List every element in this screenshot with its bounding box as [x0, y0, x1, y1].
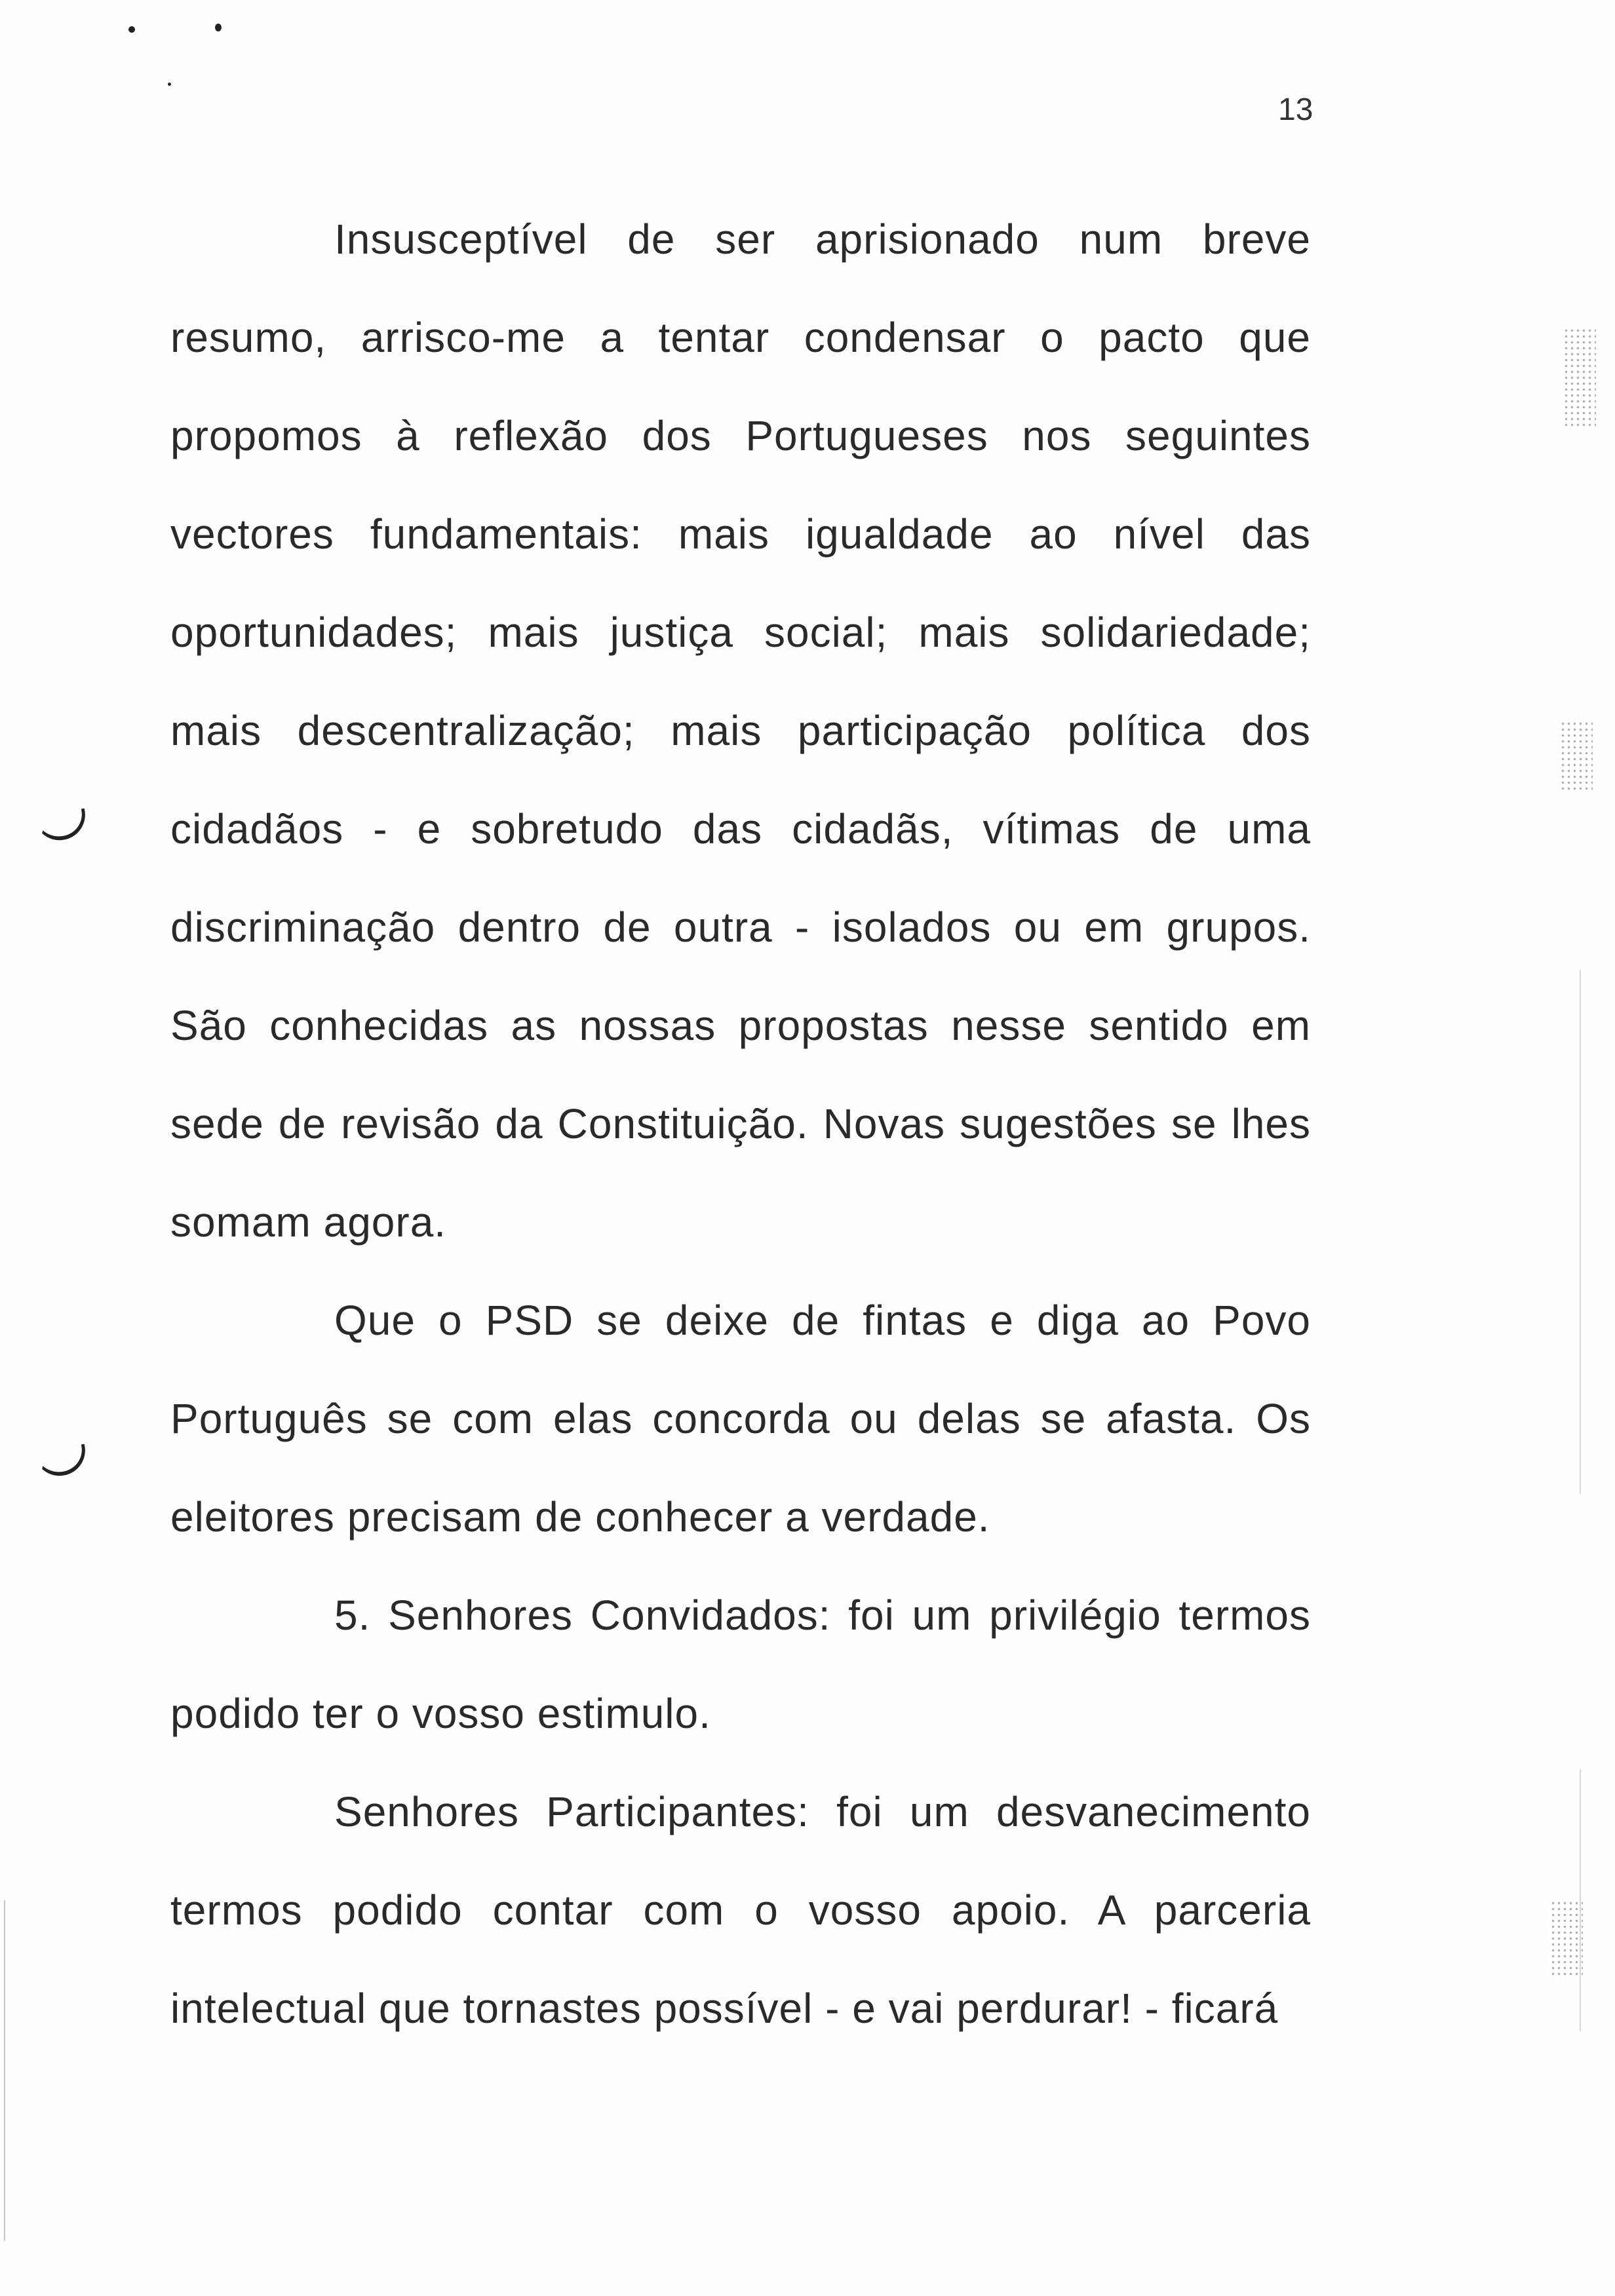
paragraph: Que o PSD se deixe de fintas e diga ao Povo Português se com elas concorda ou delas se afasta. Os eleitores precisam de conhecer a verdade.: [170, 1297, 1311, 1540]
paragraph: Senhores Participantes: foi um desvanecimento termos podido contar com o vosso apoio. A parceria intelectual que tornastes possível - e vai perdurar! - ficará: [170, 1788, 1311, 2032]
check-mark-icon: [34, 1444, 89, 1480]
paragraph: Insusceptível de ser aprisionado num breve resumo, arrisco-me a tentar condensar o pacto que propomos à reflexão dos Portugueses nos seguintes vectores fundamentais: mais igualdade ao nível das oportunidades; mais justiça social; mais solidariedade; mais descentralização; mais participação política dos cidadãos - e sobretudo das cidadãs, vítimas de uma discriminação dentro de outra - isolados ou em grupos. São conhecidas as nossas propostas nesse sentido em sede de revisão da Constituição. Novas sugestões se lhes somam agora.: [170, 216, 1311, 1246]
scan-noise: [1563, 328, 1596, 426]
page-number: 13: [1278, 92, 1313, 127]
scan-edge: [1580, 970, 1581, 1494]
scan-speck: [128, 26, 135, 33]
scan-edge: [4, 1900, 5, 2241]
scan-noise: [1550, 1900, 1583, 1979]
scan-edge: [1580, 1769, 1581, 2031]
scan-speck: [168, 83, 171, 86]
body-text: [170, 190, 1311, 2057]
scan-speck: [215, 24, 222, 31]
scan-noise: [1560, 721, 1593, 793]
paragraph: 5. Senhores Convidados: foi um privilégio termos podido ter o vosso estimulo.: [170, 1592, 1311, 1737]
check-mark-icon: [34, 809, 89, 845]
